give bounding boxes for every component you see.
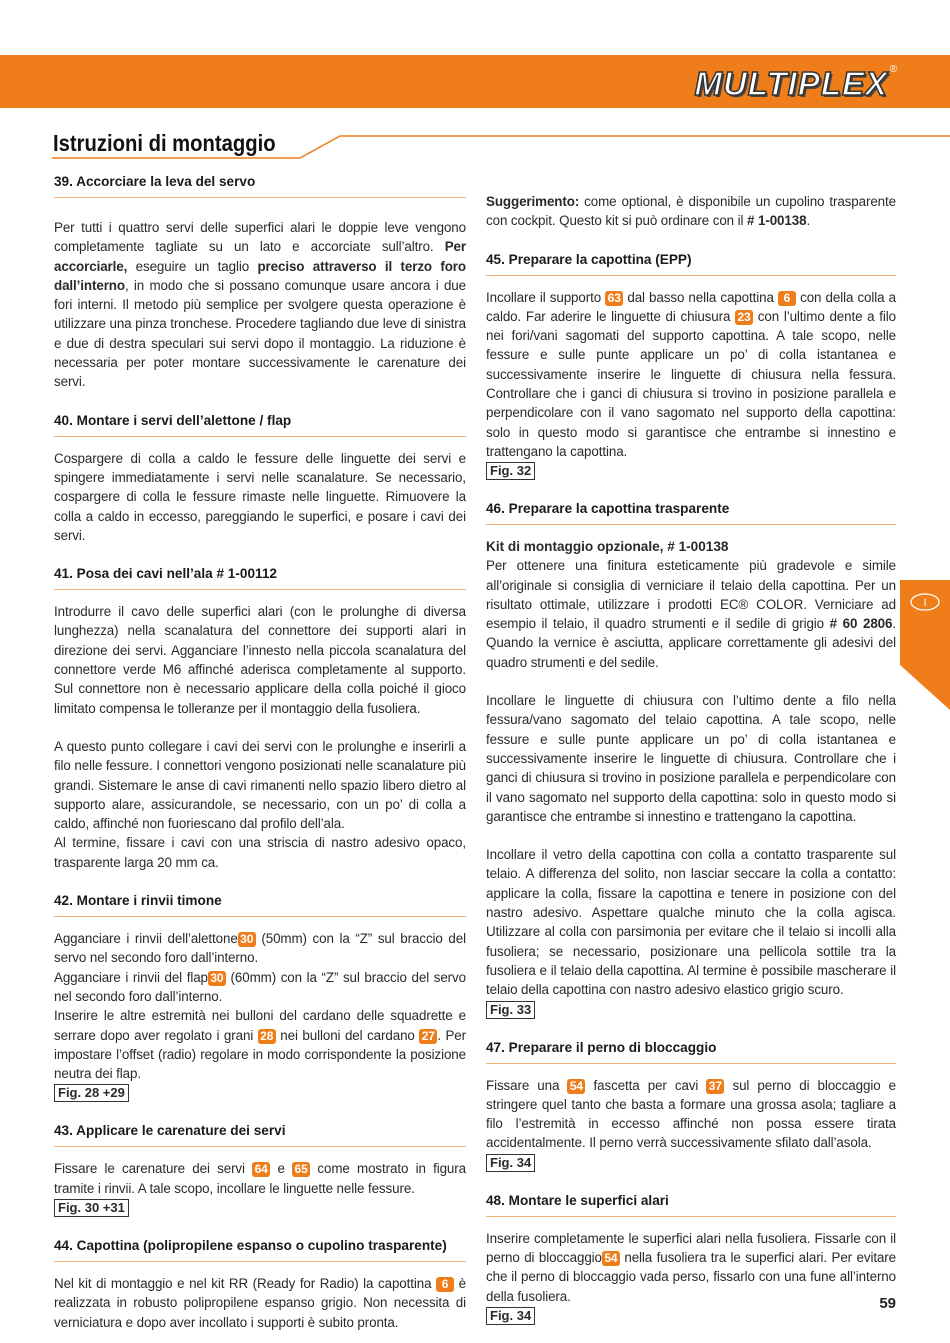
part-number-badge: 54 xyxy=(567,1079,585,1094)
section-text: Cospargere di colla a caldo le fessure delle linguette dei servi e spingere immediatamente i servi nelle scanalature. Se necessario, cospargere di colla le fessure rimaste nelle linguette. Rimuovere la colla a caldo in eccesso, pareggiando le superfici, e posare i cavi dei servi. xyxy=(54,450,466,543)
section-text: Nel kit di montaggio e nel kit RR (Ready for Radio) la capottina 6 è realizzata in robusto polipropilene espanso grigio. Non necessita di verniciatura e dopo aver incollato i supporti è subito pronta. xyxy=(54,1275,466,1330)
section-heading: 42. Montare i rinvii timone xyxy=(54,891,466,917)
section-43 xyxy=(54,1121,466,1217)
section-text: Agganciare i rinvii dell’alettone 30 (50mm) con la “Z” sul braccio del servo nel secondo foro dall’interno. xyxy=(54,931,466,966)
section-heading: 45. Preparare la capottina (EPP) xyxy=(486,250,896,276)
section-text: Introdurre il cavo delle superfici alari (con le prolunghe di diversa lunghezza) nella scanalatura del connettore dei supporti alari in direzione dei servi. Agganciare l’innesto nella piccola scanalatura del connettore verde M6 affinché aderisca completamente al supporto. Sul connettore non è necessario applicare della colla poiché il gioco limitato compensa le tolleranze per il montaggio della fusoliera. xyxy=(54,604,466,716)
section-42 xyxy=(54,891,466,1102)
tip-text: Suggerimento: come optional, è disponibile un cupolino trasparente con cockpit. Questo kit si può ordinare con il # 1-00138. xyxy=(486,194,896,229)
section-heading: 48. Montare le superfici alari xyxy=(486,1191,896,1217)
part-number-badge: 54 xyxy=(602,1251,620,1266)
section-text: Inserire completamente le superfici alari nella fusoliera. Fissarle con il perno di bloccaggio 54 nella fusoliera tra le superfici alari. Per evitare che il perno di bloccaggio vada perso, fissarlo con una fune all’interno della fusoliera. xyxy=(486,1230,896,1304)
figure-reference: Fig. 28 +29 xyxy=(54,1084,129,1102)
right-column xyxy=(486,192,896,1325)
part-number-badge: 23 xyxy=(735,310,753,325)
section-text: Per tutti i quattro servi delle superfici alari le doppie leve vengono completamente tagliate su un lato e accorciate sull’altro. Per accorciarle, eseguire un taglio preciso attraverso il terzo foro dall’interno, in modo che si possano comunque usare ancora i due fori interni. Il metodo più semplice per svolgere questa operazione è utilizzare una pinza tronchese. Procedere tagliando due leve di sinistra e due di destra speculari sui servi dopo il montaggio. La riduzione è necessaria per poter montare successivamente le carenature dei servi. xyxy=(54,220,466,390)
part-number-badge: 37 xyxy=(706,1079,724,1094)
part-number-badge: 65 xyxy=(292,1162,310,1177)
section-text: Incollare il vetro della capottina con colla a contatto trasparente sul telaio. A differenza del solito, non lasciar seccare la colla a contatto: applicare la colla, fissare la capottina e tenere in posizione con del nastro adesivo. Aspettare qualche minuto che la colla agisca. Utilizzare al colla con parsimonia per evitare che il telaio si incolli alla fusoliera; se necessario, posizionare una pellicola sottile tra la fusoliera e il telaio della capottina. Al termine è possibile mascherare il telaio della capottina con nastro adesivo elastico grigio scuro. xyxy=(486,847,896,998)
tip xyxy=(486,192,896,231)
section-text: Fissare le carenature dei servi 64 e 65 come mostrato in figura tramite i rinvii. A tale scopo, incollare le linguette nelle fessure. xyxy=(54,1161,466,1196)
section-41 xyxy=(54,564,466,872)
section-heading: 43. Applicare le carenature dei servi xyxy=(54,1121,466,1147)
section-44 xyxy=(54,1236,466,1332)
figure-reference: Fig. 32 xyxy=(486,462,535,480)
section-40 xyxy=(54,411,466,545)
registered-mark: ® xyxy=(889,64,897,75)
section-text: Incollare il supporto 63 dal basso nella capottina 6 con della colla a caldo. Far aderire le linguette di chiusura 23 con l’ultimo dente a filo nei fori/vani sagomati del supporto capottina. A tale scopo, nelle fessure e sulle punte applicare un po’ di colla istantanea e successivamente inserire le linguette di chiusura nella fessura. Controllare che i ganci di chiusura si trovino in posizione parallela e perpendicolare con il vano sagomato nel supporto della capottina: solo in questo modo si garantisce che entrambe si innestino e trattengano la capottina. xyxy=(486,289,896,459)
left-column xyxy=(54,172,466,1332)
part-number-badge: 63 xyxy=(605,291,623,306)
part-number-badge: 6 xyxy=(778,291,796,306)
section-48 xyxy=(486,1191,896,1325)
section-heading: 40. Montare i servi dell’alettone / flap xyxy=(54,411,466,437)
section-text: Fissare una 54 fascetta per cavi 37 sul perno di bloccaggio e stringere quel tanto che basta a formare una grossa asola; tagliare a filo l’estremità in eccesso affinché non possa essere tirata accidentalmente. Il perno verrà successivamente sfilato dall’asola. xyxy=(486,1077,897,1151)
section-heading: 46. Preparare la capottina trasparente xyxy=(486,499,896,525)
section-45 xyxy=(486,250,896,481)
section-46 xyxy=(486,499,896,1018)
page-title: Istruzioni di montaggio xyxy=(53,130,276,156)
section-39 xyxy=(54,172,466,392)
section-text: Al termine, fissare i cavi con una striscia di nastro adesivo opaco, trasparente larga 20 mm ca. xyxy=(54,835,466,870)
section-text: Inserire le altre estremità nei bulloni del cardano delle squadrette e serrare dopo aver regolato i grani 28 nei bulloni del cardano 27 . Per impostare l’offset (radio) regolare in modo corrispondente la posizione neutra dei flap. xyxy=(54,1008,467,1082)
part-number-badge: 30 xyxy=(238,932,256,947)
figure-reference: Fig. 34 xyxy=(486,1307,535,1325)
section-47 xyxy=(486,1038,896,1172)
figure-reference: Fig. 33 xyxy=(486,1001,535,1019)
multiplex-logo: MULTIPLEX xyxy=(694,65,888,102)
part-number-badge: 64 xyxy=(252,1162,270,1177)
part-number-badge: 28 xyxy=(258,1029,276,1044)
figure-reference: Fig. 34 xyxy=(486,1154,535,1172)
section-heading: 41. Posa dei cavi nell’ala # 1-00112 xyxy=(54,564,466,590)
part-number-badge: 27 xyxy=(419,1029,437,1044)
section-text: Per ottenere una finitura esteticamente più gradevole e simile all’originale si consiglia di verniciare il telaio della capottina. Per un risultato ottimale, utilizzare i prodotti EC® COLOR. Verniciare ad esempio il telaio, il quadro strumenti e il sedile di grigio # 60 2806. Quando la vernice è asciutta, applicare correttamente gli adesivi del quadro strumenti e del sedile. xyxy=(486,558,897,670)
part-number-badge: 30 xyxy=(208,971,226,986)
section-text: Agganciare i rinvii del flap 30 (60mm) con la “Z” sul braccio del servo nel secondo foro dall’interno. xyxy=(54,969,466,1004)
figure-reference: Fig. 30 +31 xyxy=(54,1199,129,1217)
section-subheading: Kit di montaggio opzionale, # 1-00138 xyxy=(486,539,729,555)
section-text: Incollare le linguette di chiusura con l’ultimo dente a filo nella fessura/vano sagomato del telaio capottina. A tale scopo, nelle fessure e sulle punte applicare un po’ di colla istantanea e successivamente inserire le linguette di chiusura. Controllare che i ganci di chiusura si trovino in posizione parallela e perpendicolare con il vano sagomato nel supporto della capottina: solo in questo modo si garantisce che entrambe si innestino e trattengano la capottina. xyxy=(486,693,896,824)
language-tab-label: I xyxy=(923,597,927,609)
section-heading: 39. Accorciare la leva del servo xyxy=(54,172,466,198)
section-heading: 47. Preparare il perno di bloccaggio xyxy=(486,1038,896,1064)
language-tab xyxy=(900,580,950,710)
section-heading: 44. Capottina (polipropilene espanso o cupolino trasparente) xyxy=(54,1236,466,1262)
part-number-badge: 6 xyxy=(436,1277,454,1292)
page-number: 59 xyxy=(879,1295,896,1312)
section-text: A questo punto collegare i cavi dei servi con le prolunghe e inserirli a filo nelle fessure. I connettori vengono posizionati nelle scanalature più grandi. Sistemare le anse di cavi rimanenti nello spazio libero dietro al supporto alare, assicurandole, se necessario, con un po’ di colla a caldo, affinché non fuoriescano dal profilo dell’ala. xyxy=(54,738,466,832)
